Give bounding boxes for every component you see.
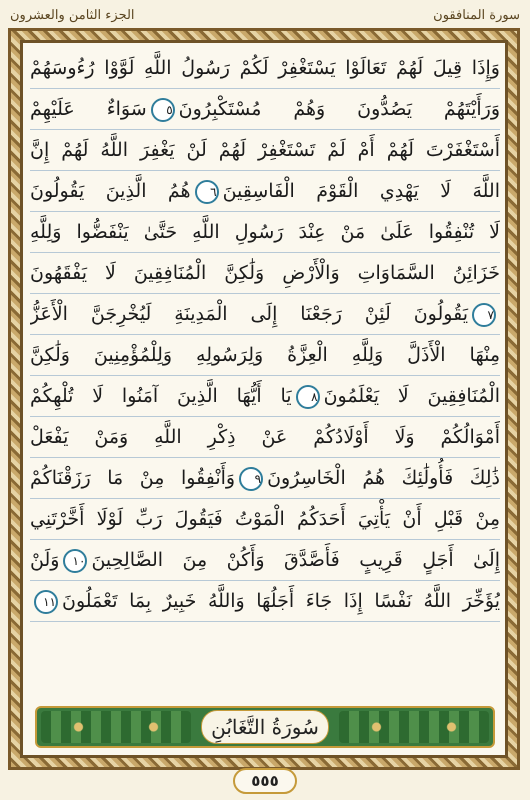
verse-text: ذَٰلِكَ فَأُولَٰئِكَ هُمُ الْخَاسِرُونَ bbox=[267, 467, 500, 489]
juz-label: الجزء الثامن والعشرون bbox=[10, 7, 135, 23]
ayah-number-marker: ٩ bbox=[239, 467, 263, 491]
verse-line bbox=[30, 48, 500, 89]
verse-text: وَلَنْ bbox=[30, 549, 60, 571]
verse-text: وَأَنْفِقُوا مِنْ مَا رَزَقْنَاكُمْ bbox=[30, 467, 236, 489]
verse-line bbox=[30, 294, 500, 335]
verse-block bbox=[30, 48, 500, 622]
banner-ornament-left bbox=[41, 711, 191, 743]
surah-title: سُورَةُ التَّغَابُنِ bbox=[201, 710, 329, 744]
banner-ornament-right bbox=[339, 711, 489, 743]
page-number: ٥٥٥ bbox=[233, 768, 297, 794]
verse-text: لَا تُنْفِقُوا عَلَىٰ مَنْ عِنْدَ رَسُولِ اللَّهِ حَتَّىٰ يَنْفَضُّوا وَلِلَّهِ bbox=[30, 221, 500, 243]
page-header bbox=[10, 4, 520, 26]
verse-text: خَزَائِنُ السَّمَاوَاتِ وَالْأَرْضِ وَلَٰكِنَّ الْمُنَافِقِينَ لَا يَفْقَهُونَ bbox=[30, 262, 500, 284]
verse-line bbox=[30, 581, 500, 622]
verse-line bbox=[30, 171, 500, 212]
verse-line bbox=[30, 499, 500, 540]
verse-text: الْمُنَافِقِينَ لَا يَعْلَمُونَ bbox=[323, 385, 500, 407]
ayah-number-marker: ٧ bbox=[472, 303, 496, 327]
verse-text: مِنْ قَبْلِ أَنْ يَأْتِيَ أَحَدَكُمُ الْمَوْتُ فَيَقُولَ رَبِّ لَوْلَا أَخَّرْتَنِي bbox=[30, 508, 500, 530]
verse-text: اللَّهَ لَا يَهْدِي الْقَوْمَ الْفَاسِقِينَ bbox=[222, 180, 500, 202]
verse-line bbox=[30, 130, 500, 171]
verse-text: يَقُولُونَ لَئِنْ رَجَعْنَا إِلَى الْمَدِينَةِ لَيُخْرِجَنَّ الْأَعَزُّ bbox=[30, 303, 468, 325]
surah-banner bbox=[35, 706, 495, 748]
verse-text: يُؤَخِّرَ اللَّهُ نَفْسًا إِذَا جَاءَ أَجَلُهَا وَاللَّهُ خَبِيرٌ بِمَا تَعْمَلُونَ bbox=[62, 590, 500, 612]
verse-line bbox=[30, 540, 500, 581]
verse-text: أَسْتَغْفَرْتَ لَهُمْ أَمْ لَمْ تَسْتَغْفِرْ لَهُمْ لَنْ يَغْفِرَ اللَّهُ لَهُمْ إِنَّ bbox=[30, 139, 500, 161]
verse-text: وَرَأَيْتَهُمْ يَصُدُّونَ وَهُمْ مُسْتَكْبِرُونَ bbox=[178, 98, 500, 120]
verse-text: يَا أَيُّهَا الَّذِينَ آمَنُوا لَا تُلْهِكُمْ bbox=[30, 385, 292, 407]
verse-line bbox=[30, 212, 500, 253]
verse-line bbox=[30, 253, 500, 294]
ayah-number-marker: ٥ bbox=[151, 98, 175, 122]
verse-line bbox=[30, 458, 500, 499]
ayah-number-marker: ١٠ bbox=[63, 549, 87, 573]
verse-text: أَمْوَالُكُمْ وَلَا أَوْلَادُكُمْ عَنْ ذِكْرِ اللَّهِ وَمَنْ يَفْعَلْ bbox=[30, 426, 500, 448]
verse-line bbox=[30, 89, 500, 130]
verse-line bbox=[30, 376, 500, 417]
verse-text: مِنْهَا الْأَذَلَّ وَلِلَّهِ الْعِزَّةُ وَلِرَسُولِهِ وَلِلْمُؤْمِنِينَ وَلَٰكِنَّ bbox=[30, 344, 500, 366]
verse-text: إِلَىٰ أَجَلٍ قَرِيبٍ فَأَصَّدَّقَ وَأَكُنْ مِنَ الصَّالِحِينَ bbox=[91, 549, 500, 571]
verse-line bbox=[30, 417, 500, 458]
ayah-number-marker: ١١ bbox=[34, 590, 58, 614]
ayah-number-marker: ٦ bbox=[195, 180, 219, 204]
ayah-number-marker: ٨ bbox=[296, 385, 320, 409]
verse-text: وَإِذَا قِيلَ لَهُمْ تَعَالَوْا يَسْتَغْفِرْ لَكُمْ رَسُولُ اللَّهِ لَوَّوْا رُءُوسَهُمْ bbox=[30, 57, 500, 79]
surah-label: سورة المنافقون bbox=[433, 7, 520, 23]
verse-text: هُمُ الَّذِينَ يَقُولُونَ bbox=[30, 180, 191, 202]
verse-line bbox=[30, 335, 500, 376]
verse-text: سَوَاءٌ عَلَيْهِمْ bbox=[30, 98, 147, 120]
